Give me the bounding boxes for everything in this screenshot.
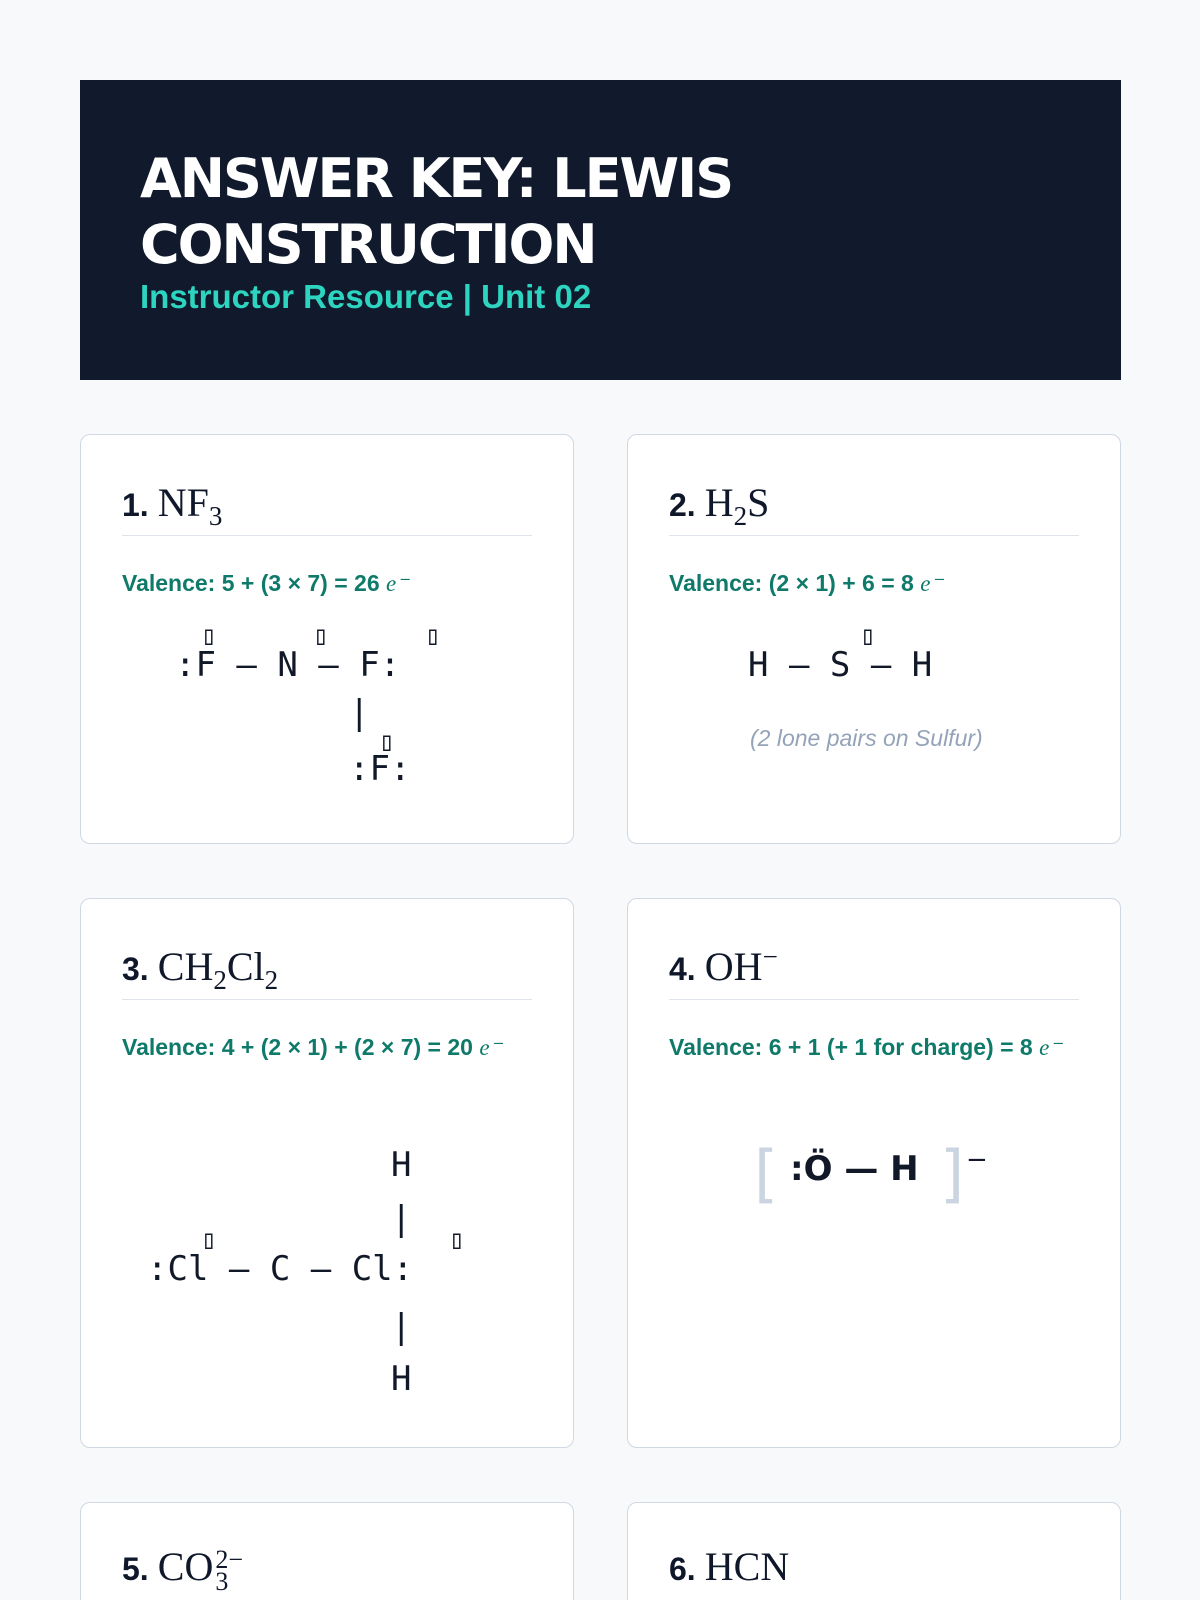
- bond-line: |: [349, 693, 370, 733]
- bond-line: |: [391, 1307, 412, 1347]
- question-number: 1.: [122, 487, 149, 523]
- lone-pair-glyph: ▯: [201, 1225, 217, 1255]
- page-title: ANSWER KEY: LEWIS CONSTRUCTION: [140, 147, 733, 276]
- card-h2s: [627, 434, 1121, 844]
- question-number: 4.: [669, 951, 696, 987]
- lewis-structure-main-row: :F — N — F:: [175, 645, 401, 685]
- question-number: 2.: [669, 487, 696, 523]
- question-number: 6.: [669, 1551, 696, 1587]
- molecular-formula: $H_2S$: [704, 480, 770, 531]
- lone-pair-glyph: ▯: [425, 621, 441, 651]
- question-number: 5.: [122, 1551, 149, 1587]
- molecular-formula: $NF_3$: [157, 480, 223, 531]
- molecular-formula: OH−: [704, 941, 778, 989]
- ion-charge: −: [966, 1145, 988, 1175]
- valence-count: Valence: 4 + (2 × 1) + (2 × 7) = 20 e⁻: [122, 1034, 502, 1060]
- card-nf3: [80, 434, 574, 844]
- card-hcn: [627, 1502, 1121, 1600]
- molecular-formula: $CH_2Cl_2$: [157, 944, 279, 995]
- lone-pair-glyph: ▯: [313, 621, 329, 651]
- lone-pair-glyph: ▯: [201, 621, 217, 651]
- question-number: 3.: [122, 951, 149, 987]
- lewis-structure-main-row: H — S — H: [748, 645, 933, 685]
- card-ch2cl2: [80, 898, 574, 1448]
- lewis-structure-main-row: :Cl — C — Cl:: [147, 1249, 414, 1289]
- lewis-structure-bottom-atom: H: [391, 1359, 412, 1399]
- card-heading: [669, 1543, 1079, 1599]
- valence-count: Valence: 5 + (3 × 7) = 26 e⁻: [122, 570, 409, 596]
- valence-count: Valence: (2 × 1) + 6 = 8 e⁻: [669, 570, 943, 596]
- lewis-structure-bottom-atom: :F:: [349, 749, 411, 789]
- structure-note: (2 lone pairs on Sulfur): [750, 725, 983, 751]
- lewis-structure-top-atom: H: [391, 1145, 412, 1185]
- card-heading: [122, 943, 532, 1000]
- card-heading: [669, 479, 1079, 536]
- open-bracket: [: [754, 1137, 779, 1210]
- close-bracket: ]: [940, 1137, 965, 1210]
- lewis-structure-main-row: :Ö — H: [790, 1149, 919, 1189]
- valence-count: Valence: 6 + 1 (+ 1 for charge) = 8 e⁻: [669, 1034, 1062, 1060]
- header-banner: [80, 80, 1121, 380]
- card-heading: [669, 943, 1079, 1000]
- lone-pair-glyph: ▯: [379, 727, 395, 757]
- molecular-formula: HCN: [704, 1544, 790, 1589]
- card-heading: [122, 479, 532, 536]
- page-subtitle: Instructor Resource | Unit 02: [140, 278, 592, 315]
- lone-pair-glyph: ▯: [860, 621, 876, 651]
- molecular-formula: CO 2− 3: [157, 1544, 244, 1596]
- card-carbonate: [80, 1502, 574, 1600]
- card-heading: [122, 1543, 532, 1599]
- card-oh-ion: [627, 898, 1121, 1448]
- lone-pair-glyph: ▯: [449, 1225, 465, 1255]
- bond-line: |: [391, 1199, 412, 1239]
